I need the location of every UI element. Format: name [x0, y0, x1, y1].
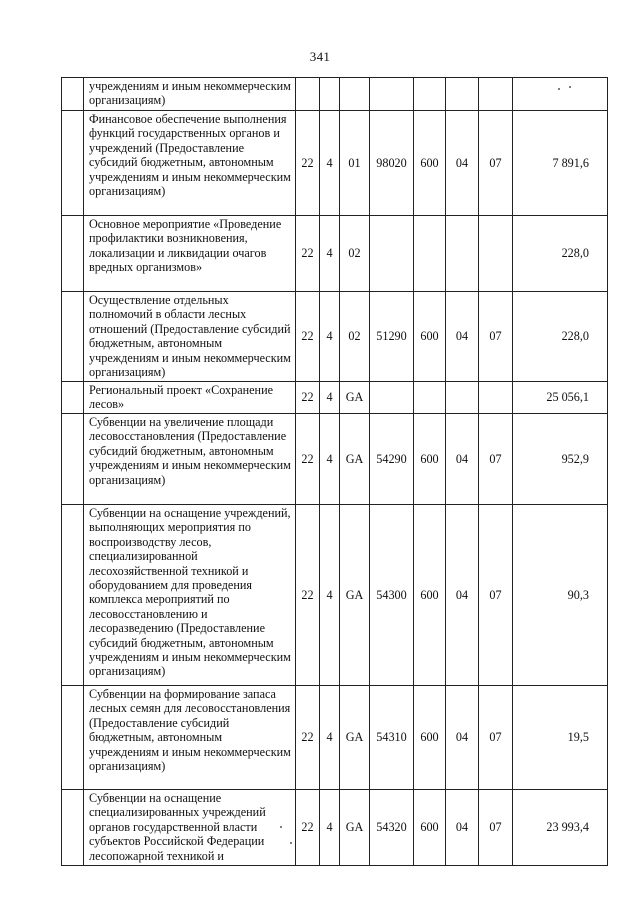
blank-cell [62, 414, 84, 505]
amount-cell: 7 891,6 [513, 111, 608, 216]
table-row [62, 216, 608, 292]
amount-cell: 25 056,1 [513, 382, 608, 414]
item-name: Субвенции на увеличение площади лесовосстановления (Предоставление субсидий бюджетным, автономным учреждениям и иным некоммерческим организациям) [84, 414, 296, 505]
item-name: Субвенции на формирование запаса лесных семян для лесовосстановления (Предоставление субсидий бюджетным, автономным учреждениям и иным некоммерческим организациям) [84, 686, 296, 790]
code-cell: 04 [446, 414, 479, 505]
table-row [62, 292, 608, 382]
item-name: Субвенции на оснащение специализированных учреждений органов государственной власти субъектов Российской Федерации лесопожарной техникой и [84, 790, 296, 866]
blank-cell [62, 111, 84, 216]
code-cell: 22 [296, 111, 320, 216]
blank-cell [62, 78, 84, 111]
code-cell: 22 [296, 414, 320, 505]
code-cell: 600 [414, 686, 446, 790]
code-cell: 07 [479, 790, 513, 866]
code-cell: 04 [446, 111, 479, 216]
code-cell: 4 [320, 790, 340, 866]
code-cell: 04 [446, 790, 479, 866]
code-cell: 4 [320, 292, 340, 382]
code-cell [479, 382, 513, 414]
code-cell [479, 216, 513, 292]
code-cell: 54290 [370, 414, 414, 505]
code-cell: GA [340, 382, 370, 414]
code-cell: GA [340, 505, 370, 686]
code-cell [446, 78, 479, 111]
code-cell: 22 [296, 292, 320, 382]
code-cell: 07 [479, 505, 513, 686]
amount-cell: 19,5 [513, 686, 608, 790]
page-number: 341 [309, 49, 331, 64]
code-cell: 07 [479, 292, 513, 382]
code-cell [479, 78, 513, 111]
code-cell: 22 [296, 382, 320, 414]
item-name: Финансовое обеспечение выполнения функций государственных органов и учреждений (Предоставление субсидий бюджетным, автономным учреждениям и иным некоммерческим организациям) [84, 111, 296, 216]
item-name: учреждениям и иным некоммерческим организациям) [84, 78, 296, 111]
scan-speck [280, 826, 282, 828]
code-cell: 07 [479, 686, 513, 790]
code-cell: 01 [340, 111, 370, 216]
code-cell [414, 78, 446, 111]
table-row [62, 790, 608, 866]
item-name: Основное мероприятие «Проведение профилактики возникновения, локализации и ликвидации очагов вредных организмов» [84, 216, 296, 292]
code-cell: 4 [320, 111, 340, 216]
blank-cell [62, 216, 84, 292]
amount-cell [513, 78, 608, 111]
code-cell: 4 [320, 414, 340, 505]
amount-cell: 952,9 [513, 414, 608, 505]
table-row [62, 78, 608, 111]
table-row [62, 111, 608, 216]
code-cell: 98020 [370, 111, 414, 216]
table-row [62, 686, 608, 790]
code-cell: 04 [446, 505, 479, 686]
item-name: Субвенции на оснащение учреждений, выполняющих мероприятия по воспроизводству лесов, специализированной лесохозяйственной техникой и оборудованием для проведения комплекса мероприятий по лесовосстановлению и лесоразведению (Предоставление субсидий бюджетным, автономным учреждениям и иным некоммерческим организациям) [84, 505, 296, 686]
amount-cell: 23 993,4 [513, 790, 608, 866]
item-name: Осуществление отдельных полномочий в области лесных отношений (Предоставление субсидий бюджетным, автономным учреждениям и иным некоммерческим организациям) [84, 292, 296, 382]
code-cell: 04 [446, 292, 479, 382]
code-cell [370, 382, 414, 414]
code-cell: 02 [340, 216, 370, 292]
blank-cell [62, 382, 84, 414]
code-cell: GA [340, 790, 370, 866]
table-row [62, 414, 608, 505]
blank-cell [62, 790, 84, 866]
code-cell: 22 [296, 505, 320, 686]
code-cell [446, 216, 479, 292]
code-cell: 02 [340, 292, 370, 382]
blank-cell [62, 686, 84, 790]
code-cell: 600 [414, 505, 446, 686]
code-cell: 600 [414, 790, 446, 866]
code-cell: 04 [446, 686, 479, 790]
table-row [62, 382, 608, 414]
code-cell: 51290 [370, 292, 414, 382]
scan-speck [558, 88, 560, 90]
blank-cell [62, 505, 84, 686]
code-cell: 4 [320, 216, 340, 292]
code-cell: 4 [320, 505, 340, 686]
code-cell: 22 [296, 686, 320, 790]
code-cell [446, 382, 479, 414]
budget-table [61, 77, 608, 866]
code-cell: GA [340, 414, 370, 505]
code-cell: 600 [414, 414, 446, 505]
code-cell [414, 216, 446, 292]
code-cell: 54300 [370, 505, 414, 686]
code-cell: 22 [296, 790, 320, 866]
code-cell: GA [340, 686, 370, 790]
code-cell [414, 382, 446, 414]
blank-cell [62, 292, 84, 382]
code-cell [296, 78, 320, 111]
code-cell: 4 [320, 686, 340, 790]
item-name: Региональный проект «Сохранение лесов» [84, 382, 296, 414]
code-cell: 54320 [370, 790, 414, 866]
code-cell [370, 78, 414, 111]
amount-cell: 228,0 [513, 292, 608, 382]
code-cell [320, 78, 340, 111]
code-cell [370, 216, 414, 292]
code-cell: 22 [296, 216, 320, 292]
code-cell: 600 [414, 292, 446, 382]
code-cell: 07 [479, 111, 513, 216]
amount-cell: 228,0 [513, 216, 608, 292]
code-cell [340, 78, 370, 111]
scan-speck [569, 86, 571, 88]
code-cell: 07 [479, 414, 513, 505]
amount-cell: 90,3 [513, 505, 608, 686]
code-cell: 4 [320, 382, 340, 414]
code-cell: 54310 [370, 686, 414, 790]
code-cell: 600 [414, 111, 446, 216]
table-row [62, 505, 608, 686]
scan-speck [290, 842, 292, 844]
